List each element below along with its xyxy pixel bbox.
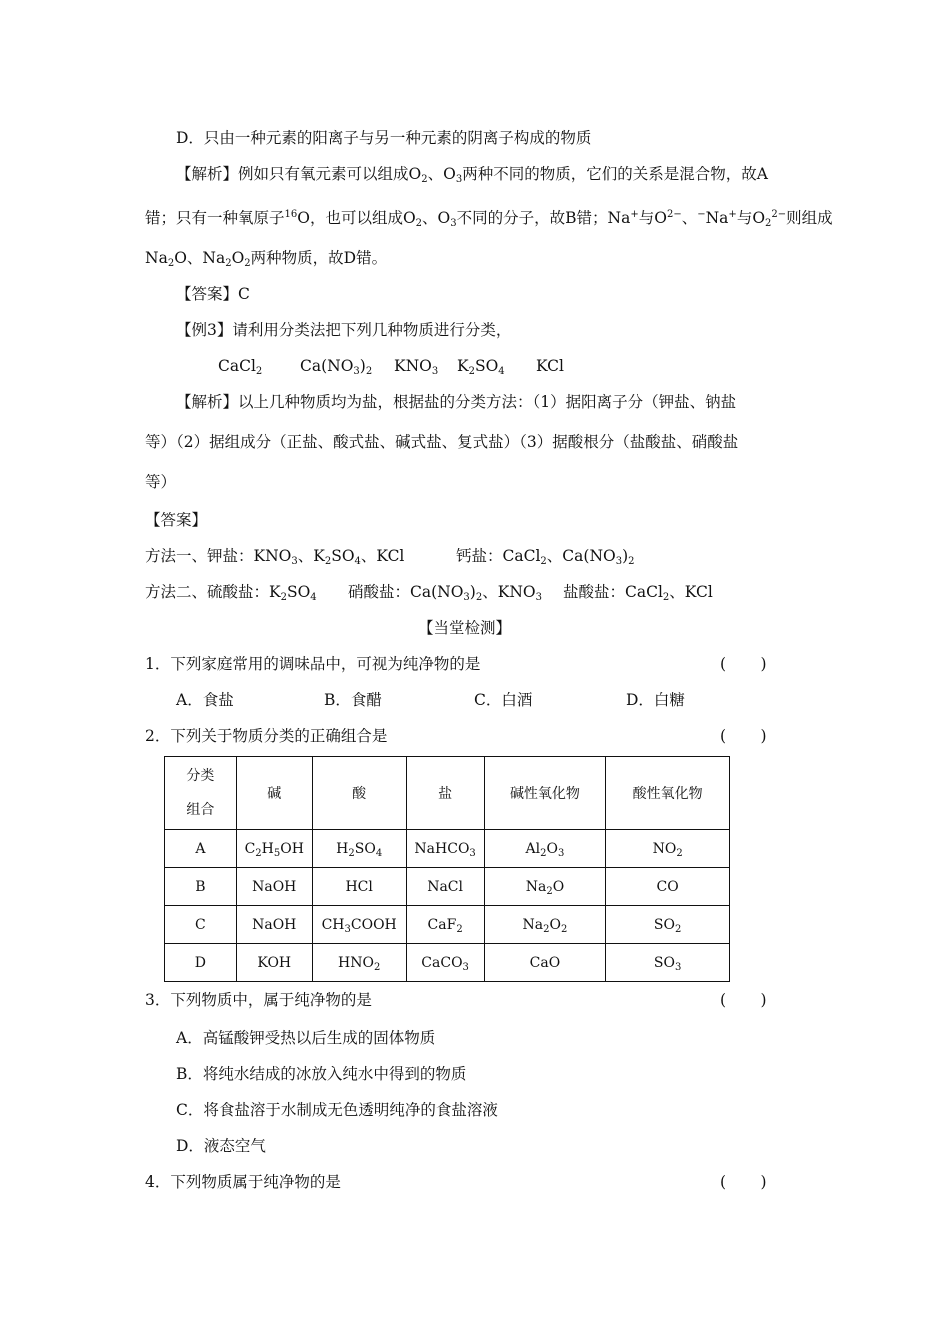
- text: 两种不同的物质，它们的关系是混合物，故A: [462, 165, 768, 183]
- subscript: 3: [431, 366, 439, 377]
- answer-paren-3: ( ): [720, 991, 767, 1009]
- subscript: 5: [273, 847, 281, 859]
- formula-cell: [606, 830, 730, 868]
- method-2-chloride: [563, 582, 713, 605]
- table-body: [165, 830, 730, 982]
- formula-cell: [312, 944, 406, 982]
- subscript: 2: [546, 885, 553, 897]
- question-2: 2．下列关于物质分类的正确组合是: [145, 727, 388, 745]
- subscript: 2: [421, 174, 428, 185]
- question-4: 4．下列物质属于纯净物的是: [145, 1173, 341, 1191]
- text: SO: [331, 547, 355, 565]
- method-1: [145, 546, 404, 569]
- superscript: 2−: [666, 209, 682, 220]
- analysis-line-1: [176, 164, 768, 187]
- text: 不同的分子，故B错；Na: [456, 209, 631, 227]
- formula-part: Na: [522, 916, 544, 933]
- text: 与O: [736, 209, 766, 227]
- text: K: [457, 357, 469, 375]
- formula-part: OH: [280, 840, 304, 857]
- formula-cell: [406, 830, 484, 868]
- text: SO: [286, 583, 311, 601]
- subscript: 2: [456, 923, 463, 935]
- answer-paren-2: ( ): [720, 727, 767, 745]
- subscript: 2: [540, 847, 547, 859]
- header-base: 碱: [236, 757, 312, 830]
- classification-table: [164, 756, 730, 982]
- answer-paren-4: ( ): [720, 1173, 767, 1191]
- subscript: 4: [375, 847, 383, 859]
- method-1-calcium: [456, 546, 635, 569]
- question-3: 3．下列物质中，属于纯净物的是: [145, 991, 372, 1009]
- formula-cell: [606, 944, 730, 982]
- formula-part: Na: [525, 878, 547, 895]
- example-3: 【例3】请利用分类法把下列几种物质进行分类，: [176, 321, 512, 339]
- row-label: A: [165, 830, 237, 868]
- text: O，也可以组成O: [297, 209, 416, 227]
- compound-k2so4: [457, 356, 505, 379]
- subscript: 2: [475, 592, 483, 603]
- subscript: 2: [348, 847, 355, 859]
- subscript: 2: [540, 556, 547, 567]
- text: 错；只有一种氧原子: [145, 209, 285, 227]
- text: O: [231, 249, 245, 267]
- text: 与O: [638, 209, 667, 227]
- subscript: 2: [225, 258, 232, 269]
- subscript: 2: [662, 592, 670, 603]
- text: ): [622, 547, 629, 565]
- table-row: [165, 868, 730, 906]
- compound-kcl: KCl: [536, 357, 564, 375]
- subscript: 3: [615, 556, 623, 567]
- formula-part: O: [549, 916, 561, 933]
- text: 、KNO: [482, 583, 536, 601]
- formula-part: O: [552, 878, 565, 895]
- compound-cacl2: [218, 356, 262, 379]
- formula-part: HCl: [345, 878, 373, 895]
- text: 、: [681, 209, 698, 227]
- q3-option-d: D．液态空气: [176, 1137, 266, 1155]
- formula-part: H: [336, 840, 349, 857]
- text: SO: [474, 357, 499, 375]
- header-corner-cell: [165, 757, 237, 830]
- superscript: +: [630, 209, 639, 220]
- text: 【解析】例如只有氧元素可以组成O: [176, 165, 422, 183]
- subscript: 3: [291, 556, 298, 567]
- analysis-line-3: [145, 248, 387, 271]
- text: 两种物质，故D错。: [250, 249, 388, 267]
- subscript: 2: [468, 366, 475, 377]
- subscript: 3: [450, 218, 457, 229]
- text: CaCl: [218, 357, 256, 375]
- row-label: D: [165, 944, 237, 982]
- header-corner-top: 分类: [186, 768, 215, 784]
- formula-cell: [406, 906, 484, 944]
- formula-part: CaF: [427, 916, 457, 933]
- formula-part: CaCO: [421, 954, 463, 971]
- formula-part: O: [546, 840, 558, 857]
- text: 方法二、硫酸盐：K: [145, 583, 281, 601]
- formula-part: SO: [653, 916, 675, 933]
- q1-option-b: B．食醋: [324, 691, 382, 709]
- formula-cell: [484, 944, 606, 982]
- formula-cell: [484, 830, 606, 868]
- subscript: 3: [344, 923, 351, 935]
- subscript: 2: [560, 923, 568, 935]
- subscript: 2: [628, 556, 635, 567]
- formula-part: CO: [656, 878, 679, 895]
- answer-1: 【答案】C: [176, 285, 250, 303]
- header-acid: 酸: [312, 757, 406, 830]
- analysis-line-4: 【解析】以上几种物质均为盐，根据盐的分类方法：（1）据阳离子分（钾盐、钠盐: [176, 393, 737, 411]
- text: 、O: [427, 165, 456, 183]
- subscript: 3: [353, 366, 360, 377]
- text: KNO: [394, 357, 432, 375]
- formula-cell: [236, 944, 312, 982]
- formula-cell: [484, 868, 606, 906]
- text: 、Ca(NO: [546, 547, 616, 565]
- formula-part: NaOH: [252, 878, 297, 895]
- header-basic-oxide: 碱性氧化物: [484, 757, 606, 830]
- subscript: 3: [455, 174, 463, 185]
- superscript: 2−: [771, 209, 787, 220]
- subscript: 2: [676, 847, 683, 859]
- subscript: 2: [675, 923, 682, 935]
- formula-cell: [312, 830, 406, 868]
- question-1: 1．下列家庭常用的调味品中，可视为纯净物的是: [145, 655, 481, 673]
- formula-cell: [606, 868, 730, 906]
- header-acidic-oxide: 酸性氧化物: [606, 757, 730, 830]
- compound-ca-no3: [300, 356, 372, 379]
- subscript: 2: [373, 961, 381, 973]
- table-row: [165, 906, 730, 944]
- subscript: 4: [354, 556, 361, 567]
- subscript: 2: [324, 556, 332, 567]
- section-title: 【当堂检测】: [418, 619, 512, 637]
- subscript: 3: [675, 961, 682, 973]
- subscript: 2: [543, 923, 550, 935]
- subscript: 2: [415, 218, 423, 229]
- formula-part: COOH: [350, 916, 397, 933]
- q3-option-a: A．高锰酸钾受热以后生成的固体物质: [176, 1029, 436, 1047]
- formula-cell: [484, 906, 606, 944]
- formula-cell: [606, 906, 730, 944]
- formula-part: CH: [321, 916, 345, 933]
- formula-cell: [312, 868, 406, 906]
- formula-cell: [236, 906, 312, 944]
- option-d-line: D．只由一种元素的阳离子与另一种元素的阴离子构成的物质: [176, 129, 592, 147]
- q3-option-b: B．将纯水结成的冰放入纯水中得到的物质: [176, 1065, 467, 1083]
- table-row: [165, 944, 730, 982]
- subscript: 2: [255, 847, 262, 859]
- text: 硝酸盐：Ca(NO: [348, 583, 464, 601]
- text: 钙盐：CaCl: [456, 547, 541, 565]
- q1-option-c: C．白酒: [474, 691, 533, 709]
- subscript: 2: [765, 218, 772, 229]
- subscript: 2: [365, 366, 373, 377]
- text: 、KCl: [360, 547, 405, 565]
- formula-part: NaHCO: [414, 840, 470, 857]
- text: 、K: [297, 547, 325, 565]
- text: ): [469, 583, 476, 601]
- header-salt: 盐: [406, 757, 484, 830]
- row-label: C: [165, 906, 237, 944]
- formula-part: NO: [652, 840, 677, 857]
- formula-part: CaO: [529, 954, 561, 971]
- analysis-line-5: 等）（2）据组成分（正盐、酸式盐、碱式盐、复式盐）（3）据酸根分（盐酸盐、硝酸盐: [145, 433, 739, 451]
- formula-part: H: [261, 840, 274, 857]
- subscript: 2: [244, 258, 251, 269]
- formula-part: NaCl: [427, 878, 463, 895]
- text: Na: [705, 209, 729, 227]
- superscript: −: [697, 209, 706, 220]
- compound-kno3: [394, 356, 438, 379]
- formula-part: C: [244, 840, 256, 857]
- superscript: +: [728, 209, 737, 220]
- subscript: 2: [280, 592, 287, 603]
- formula-part: SO: [354, 840, 376, 857]
- subscript: 2: [167, 258, 175, 269]
- row-label: B: [165, 868, 237, 906]
- superscript: 16: [284, 209, 298, 220]
- subscript: 3: [469, 847, 476, 859]
- subscript: 3: [462, 961, 469, 973]
- formula-cell: [236, 868, 312, 906]
- text: O、Na: [174, 249, 226, 267]
- answer-2: 【答案】: [145, 511, 208, 529]
- formula-part: HNO: [338, 954, 374, 971]
- method-2-nitrate: [348, 582, 542, 605]
- subscript: 4: [310, 592, 317, 603]
- analysis-line-2: [145, 208, 833, 231]
- text: 方法一、钾盐：KNO: [145, 547, 292, 565]
- text: Na: [145, 249, 168, 267]
- formula-cell: [406, 868, 484, 906]
- text: 、O: [422, 209, 451, 227]
- subscript: 3: [463, 592, 470, 603]
- formula-part: SO: [653, 954, 675, 971]
- formula-cell: [236, 830, 312, 868]
- text: Ca(NO: [300, 357, 354, 375]
- q1-option-a: A．食盐: [176, 691, 234, 709]
- subscript: 2: [255, 366, 263, 377]
- text: ): [359, 357, 366, 375]
- text: 则组成: [786, 209, 833, 227]
- subscript: 3: [535, 592, 542, 603]
- header-corner-bottom: 组合: [186, 802, 215, 818]
- formula-part: KOH: [257, 954, 292, 971]
- analysis-line-6: 等）: [145, 473, 177, 491]
- answer-paren-1: ( ): [720, 655, 767, 673]
- table-row: [165, 830, 730, 868]
- subscript: 4: [498, 366, 505, 377]
- formula-part: Al: [525, 840, 541, 857]
- formula-part: NaOH: [252, 916, 297, 933]
- q1-option-d: D．白糖: [626, 691, 685, 709]
- table-header-row: [165, 757, 730, 830]
- text: 、KCl: [669, 583, 713, 601]
- q3-option-c: C．将食盐溶于水制成无色透明纯净的食盐溶液: [176, 1101, 498, 1119]
- formula-cell: [312, 906, 406, 944]
- method-2: [145, 582, 317, 605]
- text: 盐酸盐：CaCl: [563, 583, 663, 601]
- subscript: 3: [557, 847, 565, 859]
- formula-cell: [406, 944, 484, 982]
